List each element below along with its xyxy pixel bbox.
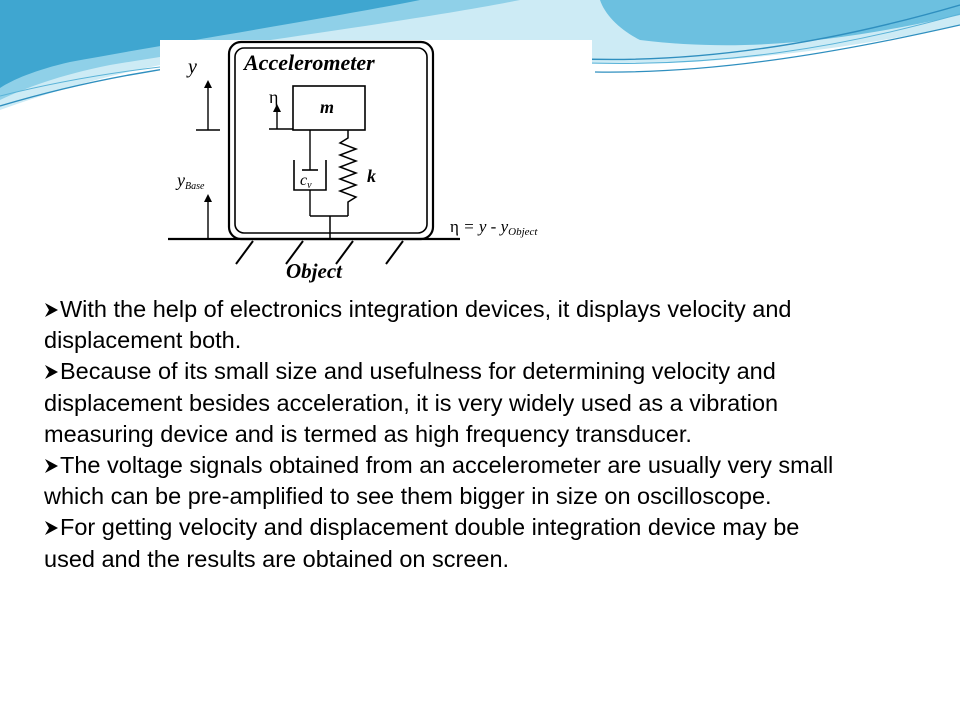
mass-label: m <box>320 97 335 117</box>
arrow-bullet-icon <box>44 364 59 380</box>
bullet-item <box>44 450 844 512</box>
accelerometer-housing-inner <box>235 48 427 233</box>
eta-label: η <box>269 87 279 107</box>
arrow-bullet-icon <box>44 302 59 318</box>
eta-equation: η = y - yObject <box>450 217 538 238</box>
bullet-text: For getting velocity and displacement double integration device may be used and the results are obtained on screen. <box>44 514 800 572</box>
damper-label: cv <box>300 172 312 191</box>
object-label: Object <box>286 259 342 283</box>
spring-coil <box>340 130 356 216</box>
ybase-label: yBase <box>177 170 205 192</box>
bullet-item <box>44 294 844 356</box>
bullet-item <box>44 512 844 574</box>
bullet-text: The voltage signals obtained from an accelerometer are usually very small which can be pre-amplified to see them bigger in size on oscilloscope. <box>44 452 834 510</box>
arrow-bullet-icon <box>44 520 59 536</box>
spring-label: k <box>367 166 376 186</box>
ybase-arrowhead <box>204 194 212 202</box>
arrow-bullet-icon <box>44 458 59 474</box>
accelerometer-title: Accelerometer <box>244 50 375 75</box>
bullet-text: Because of its small size and usefulness for determining velocity and displacement besides acceleration, it is very widely used as a vibration measuring device and is termed as high frequency transducer. <box>44 358 779 447</box>
bullet-list <box>44 294 844 575</box>
accelerometer-diagram <box>160 40 592 285</box>
y-label: y <box>188 56 197 78</box>
y-arrowhead <box>204 80 212 88</box>
bullet-item <box>44 356 844 450</box>
wave-right-band <box>600 0 960 45</box>
bullet-text: With the help of electronics integration devices, it displays velocity and displacement both. <box>44 296 792 354</box>
